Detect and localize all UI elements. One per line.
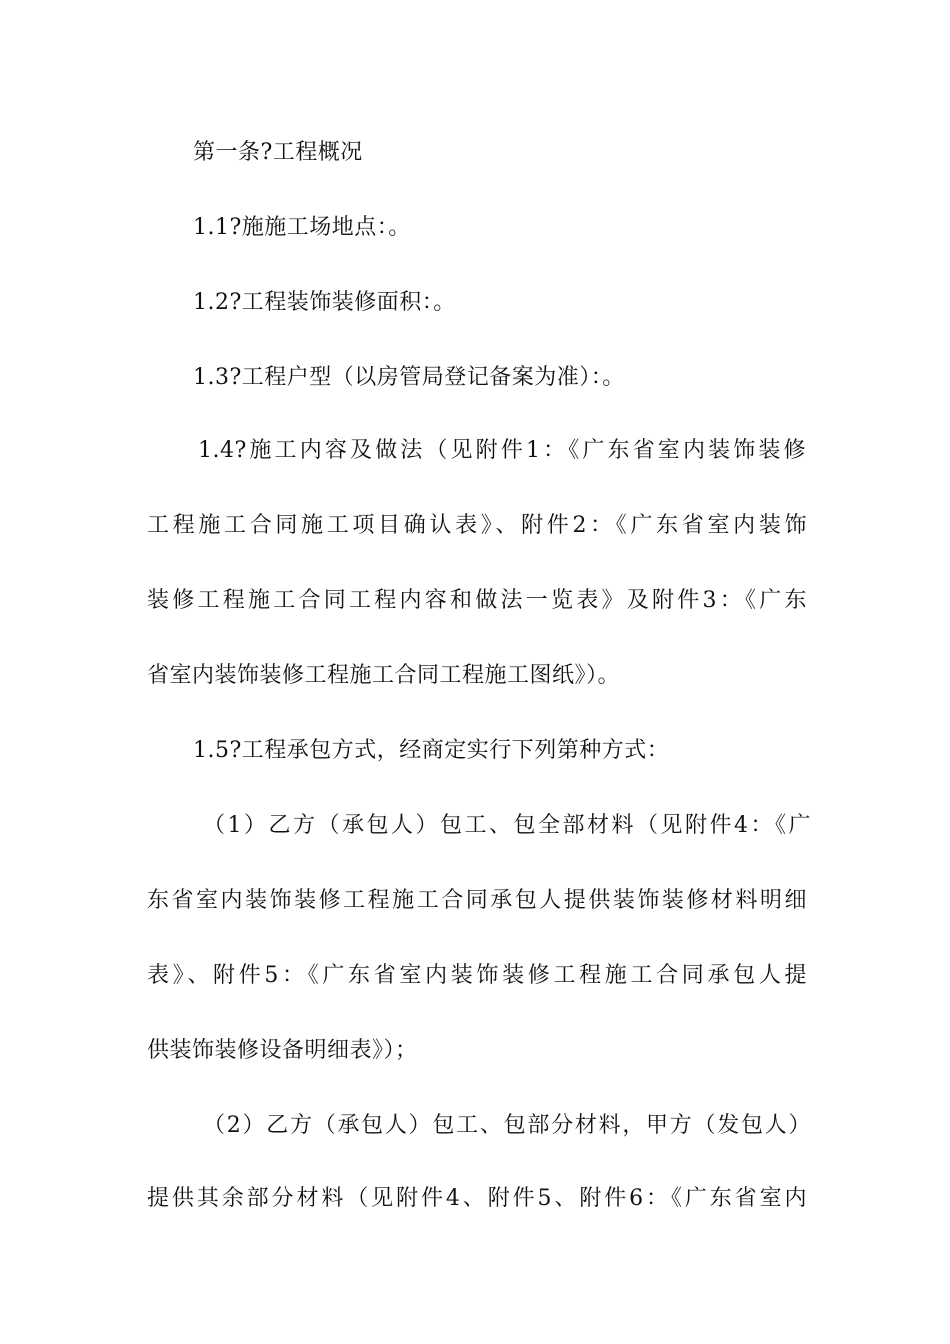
clause-1-3: 1.3?工程户型（以房管局登记备案为准）：。 <box>193 365 625 390</box>
clause-1-5: 1.5?工程承包方式，经商定实行下列第种方式： <box>193 738 670 763</box>
option-2-line-1: （2）乙方（承包人）包工、包部分材料，甲方（发包人） <box>203 1113 811 1138</box>
section-heading: 第一条?工程概况 <box>193 140 363 165</box>
clause-1-4-line-3: 装修工程施工合同工程内容和做法一览表》及附件3：《广东 <box>147 588 807 613</box>
option-1-line-3: 表》、附件5：《广东省室内装饰装修工程施工合同承包人提 <box>147 963 807 988</box>
option-2-line-2: 提供其余部分材料（见附件4、附件5、附件6：《广东省室内 <box>147 1186 807 1211</box>
clause-1-4-line-4: 省室内装饰装修工程施工合同工程施工图纸》）。 <box>147 663 621 688</box>
clause-1-4-line-1: 1.4?施工内容及做法（见附件1：《广东省室内装饰装修 <box>198 438 806 463</box>
option-1-line-4: 供装饰装修设备明细表》）； <box>147 1038 418 1063</box>
clause-1-1: 1.1?施施工场地点：。 <box>193 215 411 240</box>
option-1-line-1: （1）乙方（承包人）包工、包全部材料（见附件4：《广 <box>203 813 811 838</box>
option-1-line-2: 东省室内装饰装修工程施工合同承包人提供装饰装修材料明细 <box>147 888 807 913</box>
clause-1-2: 1.2?工程装饰装修面积：。 <box>193 290 456 315</box>
clause-1-4-line-2: 工程施工合同施工项目确认表》、附件2：《广东省室内装饰 <box>147 513 807 538</box>
